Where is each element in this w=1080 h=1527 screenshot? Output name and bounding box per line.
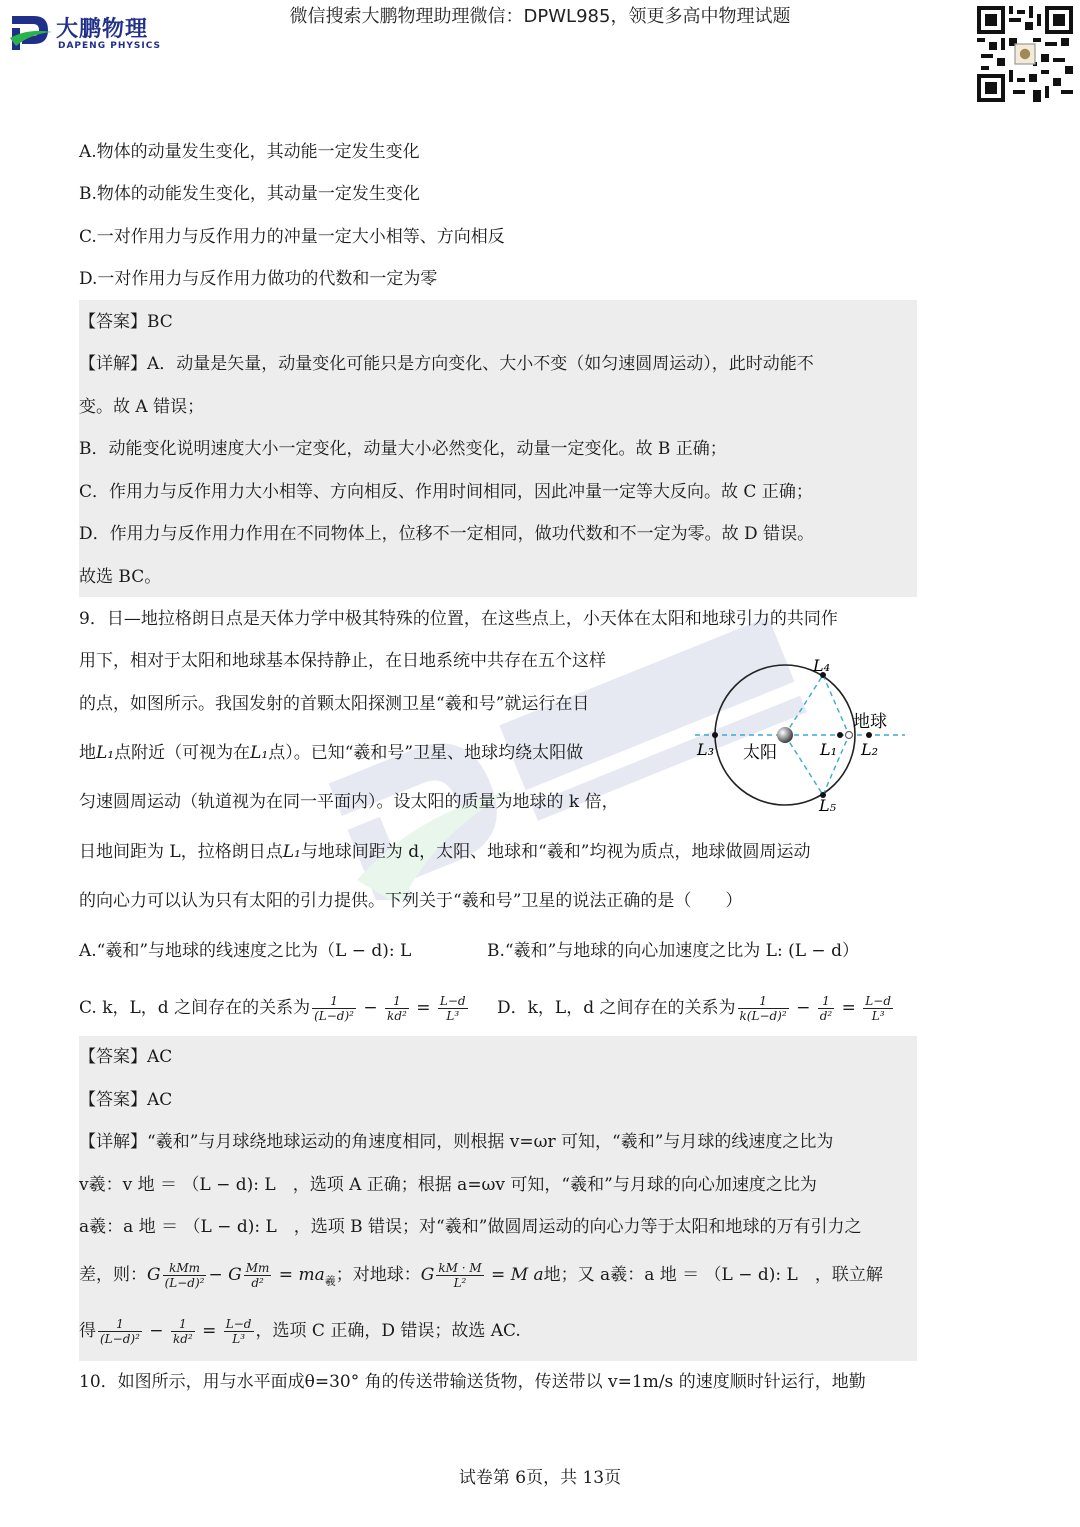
earth-label: 地球 [853,712,887,732]
l3-point [712,732,718,738]
q9-stem-line: 的点，如图所示。我国发射的首颗太阳探测卫星“羲和号”就运行在日 [79,694,590,714]
l2-point [866,732,872,738]
q10-stem-line: 10．如图所示，用与水平面成θ=30° 角的传送带输送货物，传送带以 v=1m/s 的速度顺时针运行，地勤 [79,1372,866,1392]
l2-label: L₂ [861,740,879,759]
logo-mark-icon [8,10,54,52]
q8-option-d: D.一对作用力与反作用力做功的代数和一定为零 [79,269,438,289]
q8-detail-line: D．作用力与反作用力作用在不同物体上，位移不一定相同，做功代数和不一定为零。故 D 错误。 [79,524,815,544]
q9-option-c: C. k，L，d 之间存在的关系为 $\frac{1}{\text{(L−d)²}}$ − $\frac{1}{\text{kd²}}$ = $\frac{L-d}{\text{L³}}$ [79,994,466,1023]
q9-option-d: D．k，L，d 之间存在的关系为 $\frac{1}{\text{k(L−d)²}}$ − $\frac{1}{\text{d²}}$ = $\frac{L-d}{\text{L³}}$ [497,994,892,1023]
q8-detail-line: 故选 BC。 [79,567,162,587]
q9-stem-line: 9．日—地拉格朗日点是天体力学中极其特殊的位置，在这些点上，小天体在太阳和地球引力的共同作 [79,609,838,629]
q9-detail-line: 差，则：G $\frac{\text{kMm}}{\text{(L−d)²}}$ − G $\frac{Mm}{\text{d²}}$ = $ma_羲$；对地球：G $\frac{kM \cdot M}{\text{L²}}$ = M a地；又 a羲：a 地 ＝ （L − d): L ，联立解 [79,1261,883,1290]
l4-label: L₄ [813,656,831,675]
q8-detail-line: B．动能变化说明速度大小一定变化，动量大小必然变化，动量一定变化。故 B 正确； [79,439,727,459]
q9-detail-line: 得 $\frac{1}{\text{(L−d)²}}$ − $\frac{1}{\text{kd²}}$ = $\frac{L-d}{\text{L³}}$ ，选项 C 正确，D 错误；故选 AC. [79,1317,521,1346]
l3-label: L₃ [697,740,715,759]
sun-label: 太阳 [743,743,777,763]
q8-detail-line: C．作用力与反作用力大小相等、方向相反、作用时间相同，因此冲量一定等大反向。故 C 正确； [79,482,813,502]
q8-option-b: B.物体的动能发生变化，其动量一定发生变化 [79,184,420,204]
q9-detail-line: a羲：a 地 ＝ （L − d): L ，选项 B 错误；对“羲和”做圆周运动的向心力等于太阳和地球的万有引力之 [79,1217,862,1237]
qr-code-icon [977,6,1073,102]
q9-detail-line: v羲：v 地 ＝ （L − d): L ，选项 A 正确；根据 a=ωv 可知，“羲和”与月球的向心加速度之比为 [79,1175,817,1195]
q9-stem-line: 用下，相对于太阳和地球基本保持静止，在日地系统中共存在五个这样 [79,651,606,671]
q9-answer: 【答案】AC [79,1047,173,1067]
brand-name-en: DAPENG PHYSICS [58,41,161,51]
q9-option-b: B.“羲和”与地球的向心加速度之比为 L: (L − d） [487,941,859,961]
brand-name: 大鹏物理 [56,17,149,42]
q9-stem-line: 的向心力可以认为只有太阳的引力提供。下列关于“羲和号”卫星的说法正确的是（ ） [79,891,743,911]
q8-option-a: A.物体的动量发生变化，其动能一定发生变化 [79,142,420,162]
header-notice: 微信搜索大鹏物理助理微信：DPWL985，领更多高中物理试题 [289,6,791,27]
q8-detail-line: 变。故 A 错误； [79,397,205,417]
brand-logo [8,10,168,52]
q8-detail-line: 【详解】A．动量是矢量，动量变化可能只是方向变化、大小不变（如匀速圆周运动），此时动能不 [79,354,814,374]
sun-icon [777,727,793,743]
q9-stem-line: 匀速圆周运动（轨道视为在同一平面内）。设太阳的质量为地球的 k 倍， [79,792,619,812]
lagrange-diagram [693,655,913,815]
q9-answer: 【答案】AC [79,1090,173,1110]
q9-stem-line: 地L₁点附近（可视为在L₁点）。已知“羲和号”卫星、地球均绕太阳做 [79,743,584,763]
l5-label: L₅ [819,796,837,815]
q9-option-a: A.“羲和”与地球的线速度之比为（L − d): L [79,941,412,961]
q8-answer: 【答案】BC [79,312,173,332]
q8-option-c: C.一对作用力与反作用力的冲量一定大小相等、方向相反 [79,227,505,247]
q9-detail-line: 【详解】“羲和”与月球绕地球运动的角速度相同，则根据 v=ωr 可知，“羲和”与月球的线速度之比为 [79,1132,834,1152]
q9-stem-line: 日地间距为 L，拉格朗日点L₁与地球间距为 d，太阳、地球和“羲和”均视为质点，地球做圆周运动 [79,842,811,862]
l1-label: L₁ [820,740,838,759]
earth-icon [846,732,853,739]
l1-point [837,732,843,738]
qr-code [977,6,1073,102]
page-footer: 试卷第 6页，共 13页 [458,1468,622,1488]
